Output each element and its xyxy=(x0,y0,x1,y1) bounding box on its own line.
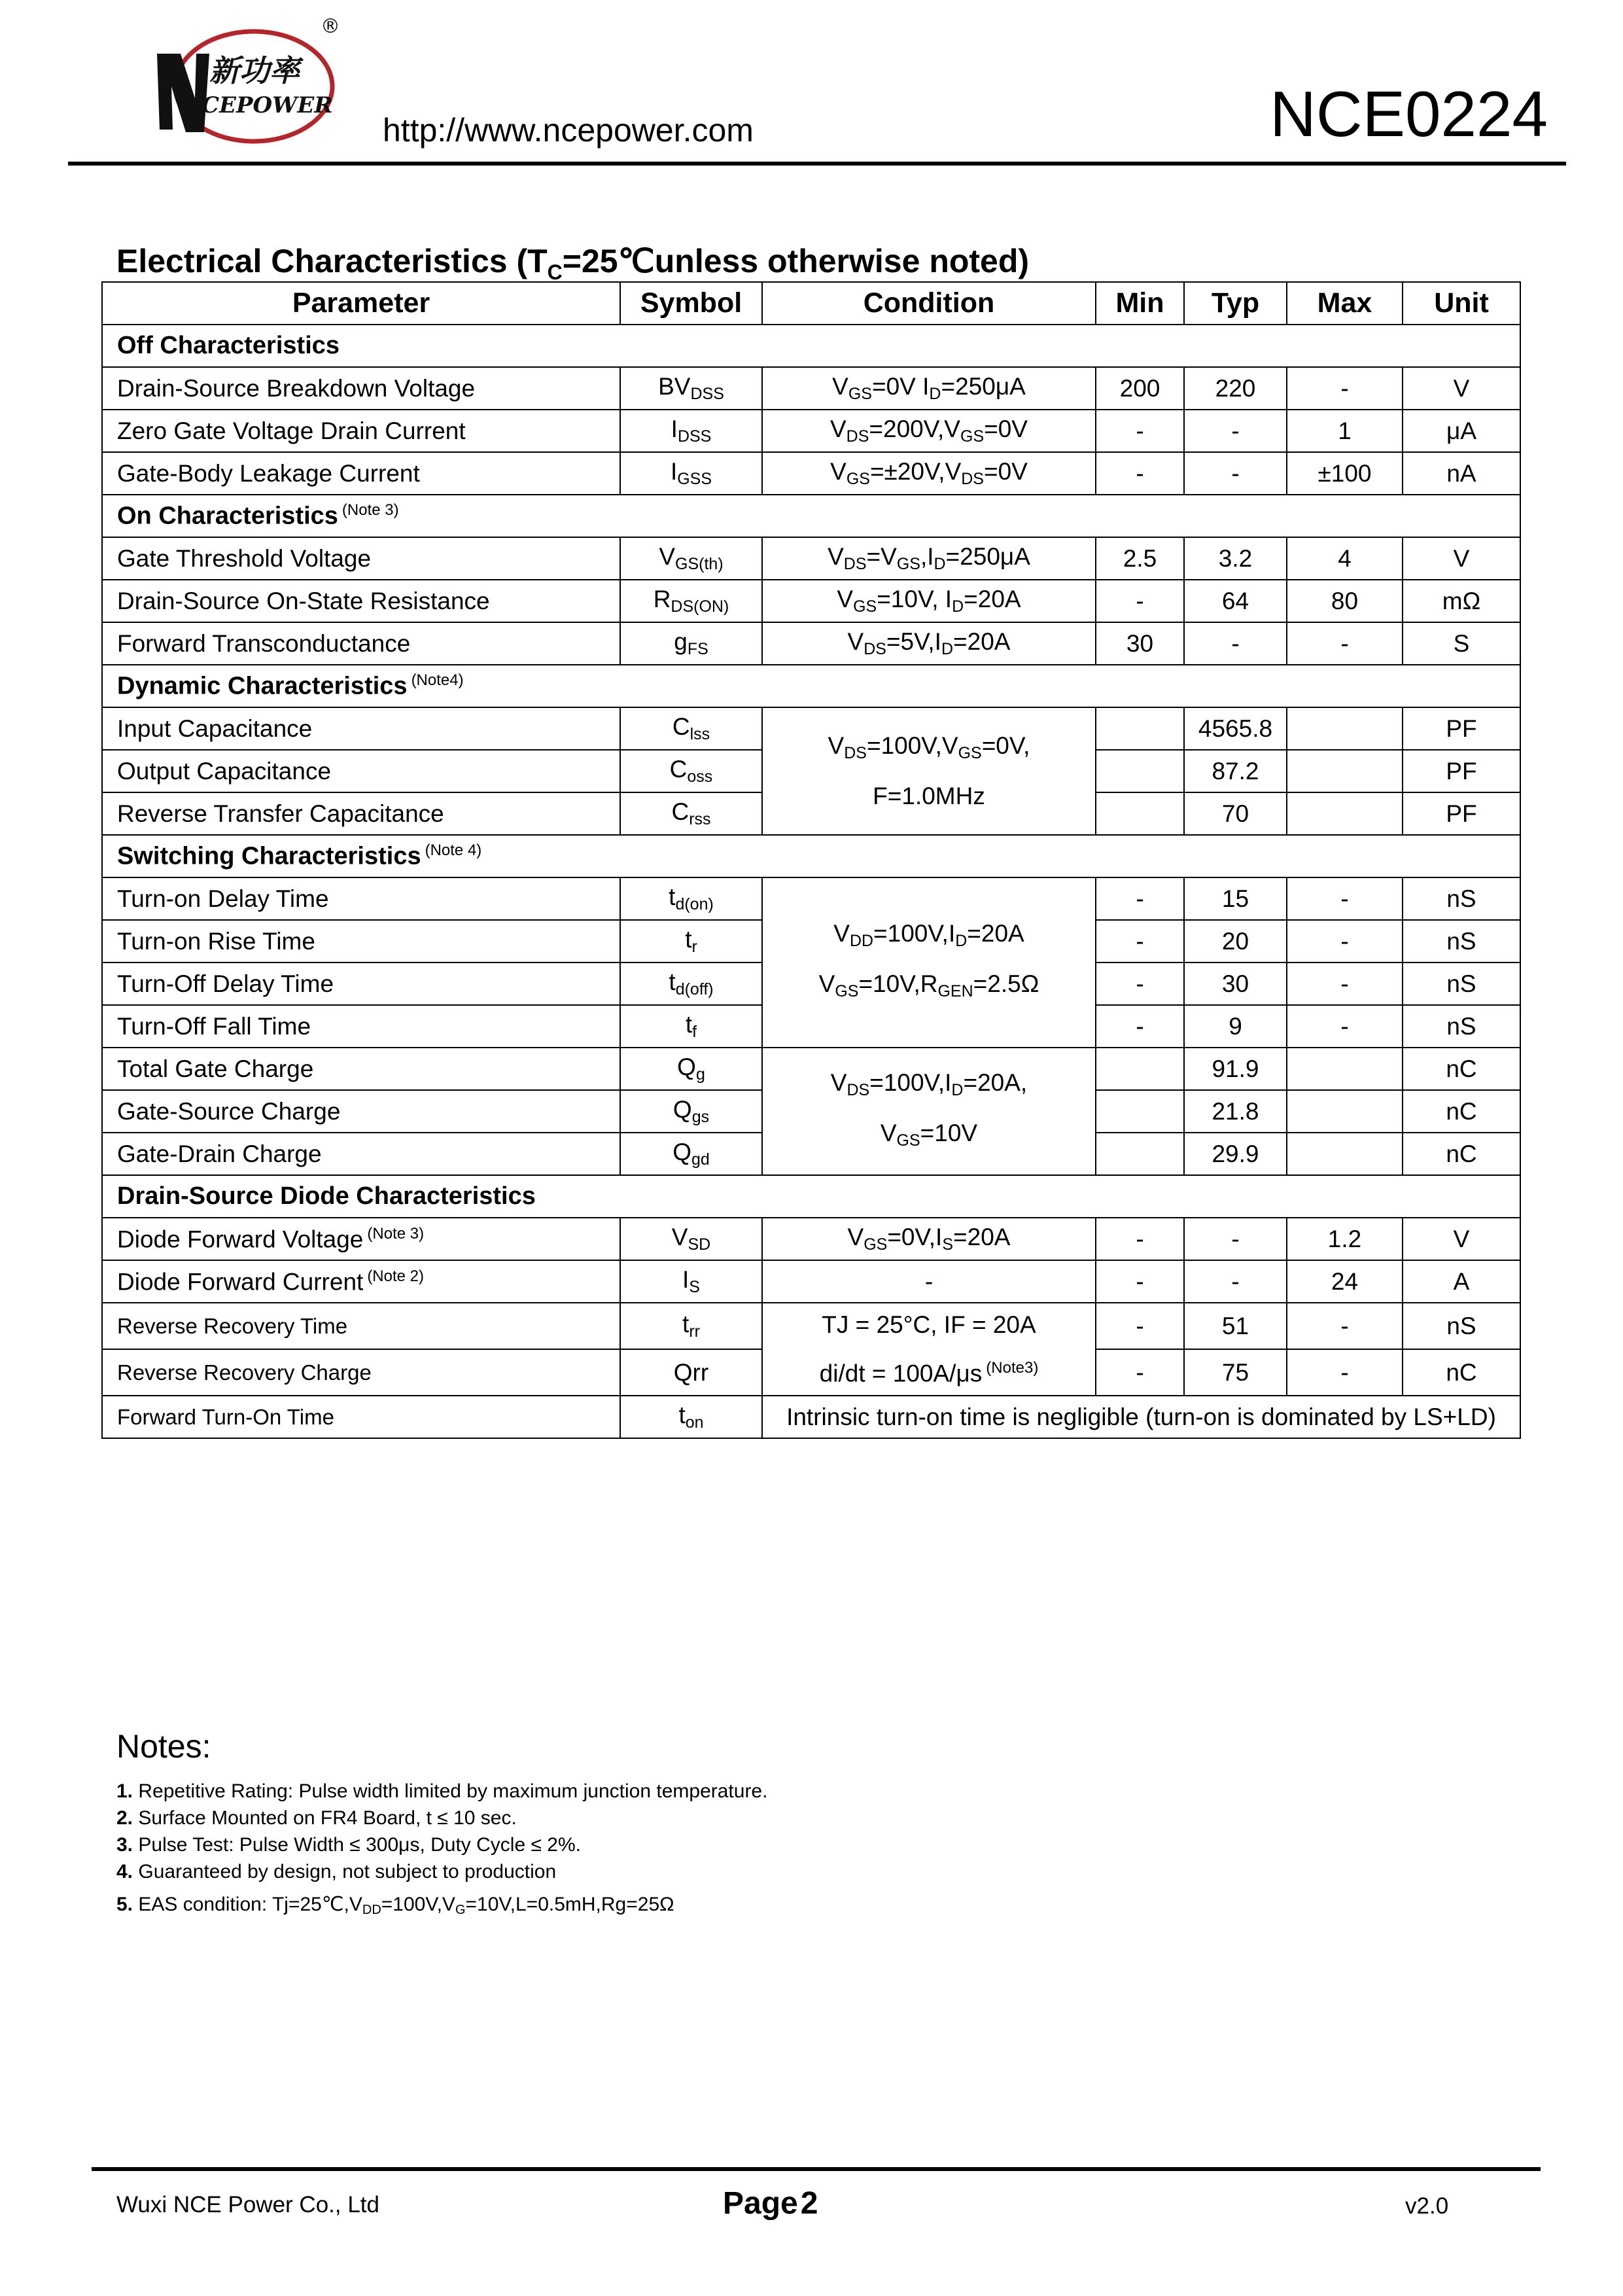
col-header-typ: Typ xyxy=(1184,282,1287,325)
typ-cell: 9 xyxy=(1184,1005,1287,1048)
param-cell: Output Capacitance xyxy=(102,750,620,792)
max-cell: 80 xyxy=(1287,580,1403,622)
typ-cell: - xyxy=(1184,452,1287,495)
typ-cell: 29.9 xyxy=(1184,1133,1287,1175)
min-cell: 200 xyxy=(1096,367,1184,410)
table-row xyxy=(102,622,1520,665)
notes-list xyxy=(116,1778,767,1924)
nce-logo xyxy=(149,13,343,150)
min-cell: - xyxy=(1096,1218,1184,1260)
param-cell: Reverse Transfer Capacitance xyxy=(102,792,620,835)
typ-cell: 30 xyxy=(1184,963,1287,1005)
param-cell: Input Capacitance xyxy=(102,707,620,750)
param-cell: Total Gate Charge xyxy=(102,1048,620,1090)
typ-cell: 21.8 xyxy=(1184,1090,1287,1133)
unit-cell: nC xyxy=(1403,1349,1520,1396)
table-header-row xyxy=(102,282,1520,325)
section-label-diode: Drain-Source Diode Characteristics xyxy=(102,1175,1520,1218)
typ-cell: 91.9 xyxy=(1184,1048,1287,1090)
max-cell: 1.2 xyxy=(1287,1218,1403,1260)
min-cell: - xyxy=(1096,1349,1184,1396)
col-header-symbol: Symbol xyxy=(620,282,762,325)
max-cell: - xyxy=(1287,622,1403,665)
unit-cell: mΩ xyxy=(1403,580,1520,622)
param-cell: Reverse Recovery Charge xyxy=(102,1349,620,1396)
max-cell: ±100 xyxy=(1287,452,1403,495)
table-row xyxy=(102,1396,1520,1438)
unit-cell: nS xyxy=(1403,1005,1520,1048)
condition-cell: - xyxy=(762,1260,1096,1303)
condition-cell: $V_{GS}=10V$, $I_D=20A$ xyxy=(762,580,1096,622)
typ-cell: 220 xyxy=(1184,367,1287,410)
section-row-dynamic xyxy=(102,665,1520,707)
symbol-cell: $g_{FS}$ xyxy=(620,622,762,665)
symbol-cell: $Q_{gs}$ xyxy=(620,1090,762,1133)
list-item: 5. EAS condition: $Tj=25℃,V_{DD}=100V,V_G=10V,L=0.5mH,Rg=25\Omega$ xyxy=(116,1894,674,1917)
part-number: NCE0224 xyxy=(1270,78,1548,150)
symbol-cell: $Q_{gd}$ xyxy=(620,1133,762,1175)
company-name: Wuxi NCE Power Co., Ltd xyxy=(116,2192,379,2217)
typ-cell: 4565.8 xyxy=(1184,707,1287,750)
symbol-cell: $t_{rr}$ xyxy=(620,1303,762,1349)
condition-cell: $V_{DS}=V_{GS},I_D=250\mu A$ xyxy=(762,537,1096,580)
param-cell: Gate-Source Charge xyxy=(102,1090,620,1133)
typ-cell: 20 xyxy=(1184,920,1287,963)
max-cell: - xyxy=(1287,877,1403,920)
condition-cell: $V_{GS}=0V$ $I_D=250\mu A$ xyxy=(762,367,1096,410)
symbol-cell: $C_{lss}$ xyxy=(620,707,762,750)
param-cell: Zero Gate Voltage Drain Current xyxy=(102,410,620,452)
section-row-diode xyxy=(102,1175,1520,1218)
section-title: Electrical Characteristics ($T_C=25℃unless$ otherwise noted) xyxy=(116,243,1030,284)
unit-cell: PF xyxy=(1403,707,1520,750)
table-row xyxy=(102,537,1520,580)
symbol-cell: $C_{rss}$ xyxy=(620,792,762,835)
section-row-off xyxy=(102,325,1520,367)
website-url[interactable]: http://www.ncepower.com xyxy=(383,112,754,149)
unit-cell: PF xyxy=(1403,792,1520,835)
min-cell: - xyxy=(1096,963,1184,1005)
typ-cell: 3.2 xyxy=(1184,537,1287,580)
unit-cell: S xyxy=(1403,622,1520,665)
max-cell: 4 xyxy=(1287,537,1403,580)
min-cell xyxy=(1096,750,1184,792)
symbol-cell: $C_{oss}$ xyxy=(620,750,762,792)
table-row xyxy=(102,580,1520,622)
min-cell: - xyxy=(1096,452,1184,495)
unit-cell: μA xyxy=(1403,410,1520,452)
symbol-cell: $Q_g$ xyxy=(620,1048,762,1090)
max-cell xyxy=(1287,792,1403,835)
param-cell: Reverse Recovery Time xyxy=(102,1303,620,1349)
unit-cell: nC xyxy=(1403,1048,1520,1090)
section-row-switching xyxy=(102,835,1520,877)
typ-cell: 51 xyxy=(1184,1303,1287,1349)
unit-cell: V xyxy=(1403,367,1520,410)
typ-cell: 75 xyxy=(1184,1349,1287,1396)
max-cell xyxy=(1287,750,1403,792)
col-header-max: Max xyxy=(1287,282,1403,325)
registered-mark: ® xyxy=(321,15,340,38)
notes-title: Notes: xyxy=(116,1728,211,1765)
col-header-condition: Condition xyxy=(762,282,1096,325)
section-label-switching: Switching Characteristics $^{(Note 4)}$ xyxy=(102,835,1520,877)
condition-cell: $V_{DS}=200V,V_{GS}=0V$ xyxy=(762,410,1096,452)
document-version: v2.0 xyxy=(1405,2193,1449,2219)
max-cell: - xyxy=(1287,1005,1403,1048)
param-cell: Turn-Off Delay Time xyxy=(102,963,620,1005)
min-cell xyxy=(1096,1090,1184,1133)
col-header-parameter: Parameter xyxy=(102,282,620,325)
typ-cell: 64 xyxy=(1184,580,1287,622)
max-cell: 24 xyxy=(1287,1260,1403,1303)
condition-cell-ton: Intrinsic turn-on time is negligible (turn-on is dominated by LS+LD) xyxy=(762,1396,1520,1438)
table-row xyxy=(102,1303,1520,1349)
min-cell: - xyxy=(1096,1005,1184,1048)
typ-cell: - xyxy=(1184,1218,1287,1260)
param-cell: Forward Turn-On Time xyxy=(102,1396,620,1438)
section-label-off: Off Characteristics xyxy=(102,325,1520,367)
typ-cell: 15 xyxy=(1184,877,1287,920)
electrical-characteristics-table xyxy=(101,281,1521,1439)
symbol-cell: $t_{on}$ xyxy=(620,1396,762,1438)
param-cell: Drain-Source Breakdown Voltage xyxy=(102,367,620,410)
table-row xyxy=(102,452,1520,495)
logo-en-text: CEPOWER xyxy=(201,92,333,118)
symbol-cell: $R_{DS(ON)}$ xyxy=(620,580,762,622)
condition-cell-switching: $V_{DD}=100V,I_D=20A$ $V_{GS}=10V,R_{GEN}=2.5\Omega$ xyxy=(762,877,1096,1048)
header-divider xyxy=(68,162,1566,166)
unit-cell: nS xyxy=(1403,963,1520,1005)
unit-cell: V xyxy=(1403,537,1520,580)
typ-cell: - xyxy=(1184,1260,1287,1303)
table-row xyxy=(102,1218,1520,1260)
symbol-cell: $V_{GS(th)}$ xyxy=(620,537,762,580)
typ-cell: 87.2 xyxy=(1184,750,1287,792)
page-number: Page2 xyxy=(723,2186,818,2221)
list-item: 1. Repetitive Rating: Pulse width limited by maximum junction temperature. xyxy=(116,1780,768,1802)
condition-cell-reverse-recovery: TJ = 25°C, IF = 20A di/dt = 100A/μs $^{(Note3)}$ xyxy=(762,1303,1096,1396)
min-cell: - xyxy=(1096,920,1184,963)
condition-cell-capacitance: $V_{DS}=100V,V_{GS}=0V$, F=1.0MHz xyxy=(762,707,1096,835)
max-cell xyxy=(1287,707,1403,750)
table-row xyxy=(102,707,1520,750)
max-cell: - xyxy=(1287,963,1403,1005)
section-label-dynamic: Dynamic Characteristics $^{(Note4)}$ xyxy=(102,665,1520,707)
typ-cell: - xyxy=(1184,410,1287,452)
unit-cell: nC xyxy=(1403,1090,1520,1133)
min-cell: - xyxy=(1096,1260,1184,1303)
typ-cell: 70 xyxy=(1184,792,1287,835)
section-row-on xyxy=(102,495,1520,537)
section-label-on: On Characteristics $^{(Note 3)}$ xyxy=(102,495,1520,537)
param-cell: Gate-Body Leakage Current xyxy=(102,452,620,495)
min-cell xyxy=(1096,707,1184,750)
symbol-cell: $V_{SD}$ xyxy=(620,1218,762,1260)
symbol-cell: $t_{d(off)}$ xyxy=(620,963,762,1005)
col-header-min: Min xyxy=(1096,282,1184,325)
max-cell xyxy=(1287,1048,1403,1090)
param-cell: Drain-Source On-State Resistance xyxy=(102,580,620,622)
table-row xyxy=(102,1048,1520,1090)
list-item: 2. Surface Mounted on FR4 Board, t ≤ 10 sec. xyxy=(116,1807,517,1829)
symbol-cell: $t_{d(on)}$ xyxy=(620,877,762,920)
param-cell: Gate Threshold Voltage xyxy=(102,537,620,580)
symbol-cell: $BV_{DSS}$ xyxy=(620,367,762,410)
min-cell: - xyxy=(1096,410,1184,452)
symbol-cell: $t_r$ xyxy=(620,920,762,963)
min-cell: - xyxy=(1096,877,1184,920)
unit-cell: nA xyxy=(1403,452,1520,495)
list-item: 4. Guaranteed by design, not subject to production xyxy=(116,1861,557,1882)
min-cell: 30 xyxy=(1096,622,1184,665)
unit-cell: V xyxy=(1403,1218,1520,1260)
list-item: 3. Pulse Test: Pulse Width ≤ 300μs, Duty Cycle ≤ 2%. xyxy=(116,1834,581,1856)
param-cell: Turn-on Delay Time xyxy=(102,877,620,920)
param-cell: Turn-Off Fall Time xyxy=(102,1005,620,1048)
unit-cell: nS xyxy=(1403,920,1520,963)
col-header-unit: Unit xyxy=(1403,282,1520,325)
param-cell: Diode Forward Voltage $^{(Note 3)}$ xyxy=(102,1218,620,1260)
max-cell xyxy=(1287,1090,1403,1133)
max-cell: - xyxy=(1287,367,1403,410)
param-cell: Gate-Drain Charge xyxy=(102,1133,620,1175)
condition-cell: $V_{GS}=\pm 20V,V_{DS}=0V$ xyxy=(762,452,1096,495)
symbol-cell: $t_f$ xyxy=(620,1005,762,1048)
max-cell xyxy=(1287,1133,1403,1175)
param-cell: Turn-on Rise Time xyxy=(102,920,620,963)
max-cell: - xyxy=(1287,1303,1403,1349)
footer-divider xyxy=(92,2167,1541,2171)
max-cell: - xyxy=(1287,920,1403,963)
min-cell: - xyxy=(1096,580,1184,622)
unit-cell: nC xyxy=(1403,1133,1520,1175)
symbol-cell: $I_{DSS}$ xyxy=(620,410,762,452)
max-cell: 1 xyxy=(1287,410,1403,452)
table-row xyxy=(102,410,1520,452)
unit-cell: nS xyxy=(1403,877,1520,920)
symbol-cell: Qrr xyxy=(620,1349,762,1396)
unit-cell: nS xyxy=(1403,1303,1520,1349)
min-cell xyxy=(1096,1048,1184,1090)
param-cell: Forward Transconductance xyxy=(102,622,620,665)
min-cell: 2.5 xyxy=(1096,537,1184,580)
logo-cn-text: 新功率 xyxy=(209,53,300,88)
table-row xyxy=(102,367,1520,410)
min-cell xyxy=(1096,1133,1184,1175)
condition-cell-gate-charge: $V_{DS}=100V,I_D=20A$, $V_{GS}=10V$ xyxy=(762,1048,1096,1175)
symbol-cell: $I_{GSS}$ xyxy=(620,452,762,495)
typ-cell: - xyxy=(1184,622,1287,665)
min-cell xyxy=(1096,792,1184,835)
table-row xyxy=(102,1260,1520,1303)
unit-cell: A xyxy=(1403,1260,1520,1303)
unit-cell: PF xyxy=(1403,750,1520,792)
param-cell: Diode Forward Current $^{(Note 2)}$ xyxy=(102,1260,620,1303)
symbol-cell: $I_S$ xyxy=(620,1260,762,1303)
condition-cell: $V_{GS}=0V,I_S=20A$ xyxy=(762,1218,1096,1260)
max-cell: - xyxy=(1287,1349,1403,1396)
condition-cell: $V_{DS}=5V,I_D=20A$ xyxy=(762,622,1096,665)
min-cell: - xyxy=(1096,1303,1184,1349)
table-row xyxy=(102,877,1520,920)
